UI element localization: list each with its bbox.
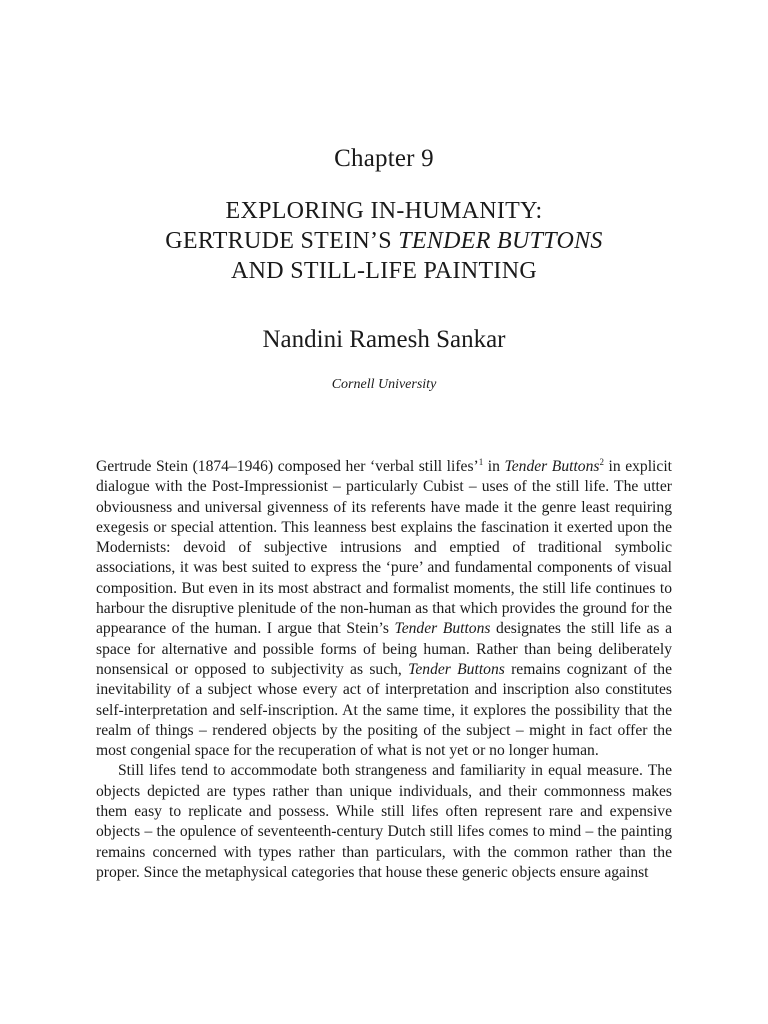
paragraph-1-text: remains cognizant of the inevitability of a subject whose every act of interpretation and inscription also constitutes self-interpretation and self-inscription. At the same time, it explores the possibility that the realm of things – rendered objects by the positing of the subject – might in fact offer the most congenial space for the recuperation of what is not yet or no longer human. — [96, 660, 672, 760]
book-title-italic: Tender Buttons — [394, 620, 491, 638]
author-affiliation: Cornell University — [331, 377, 437, 392]
book-title-italic: Tender Buttons — [408, 660, 505, 678]
paragraph-1-text: designates the still life as a space for alternative and possible forms of being human. Rather than being deliberately nonsensical or opposed to subjectivity as such, — [96, 620, 672, 678]
chapter-label: Chapter 9 — [334, 145, 434, 172]
title-line-2 — [60, 226, 708, 256]
body-text — [96, 457, 672, 883]
paragraph-2: Still lifes tend to accommodate both strangeness and familiarity in equal measure. The objects depicted are types rather than unique individuals, and their commonness makes them easy to replicate and possess. While still lifes often represent rare and expensive objects – the opulence of seventeenth-century Dutch still lifes comes to mind – the painting remains concerned with types rather than particulars, with the common rather than the proper. Since the metaphysical categories that house these generic objects ensure against — [96, 762, 672, 881]
paragraph-1 — [96, 457, 672, 761]
chapter-title — [60, 196, 708, 286]
book-title-italic: Tender Buttons — [504, 458, 600, 475]
title-line-1: EXPLORING IN-HUMANITY: — [225, 198, 543, 224]
paragraph-1-text: Gertrude Stein (1874–1946) composed her ‘verbal still lifes’ — [96, 458, 479, 475]
author-name: Nandini Ramesh Sankar — [262, 326, 506, 353]
paragraph-1-text: in — [483, 458, 505, 475]
title-book-name: TENDER BUTTONS — [398, 228, 603, 254]
title-line-3: AND STILL-LIFE PAINTING — [231, 258, 537, 284]
footnote-marker-1[interactable]: 1 — [478, 456, 484, 467]
title-line-2-text: GERTRUDE STEIN’S — [165, 228, 399, 254]
paragraph-1-text: in explicit dialogue with the Post-Impressionist – particularly Cubist – uses of the still life. The utter obviousness and universal givenness of its referents have made it the genre least requiring exegesis or special attention. This leanness best explains the fascination it exerted upon the Modernists: devoid of subjective intrusions and emptied of traditional symbolic associations, it was best suited to express the ‘pure’ and fundamental components of visual composition. But even in its most abstract and formalist moments, the still life continues to harbour the disruptive plenitude of the non-human as that which provides the ground for the appearance of the human. I argue that Stein’s — [96, 458, 672, 638]
footnote-marker-2[interactable]: 2 — [599, 456, 604, 467]
